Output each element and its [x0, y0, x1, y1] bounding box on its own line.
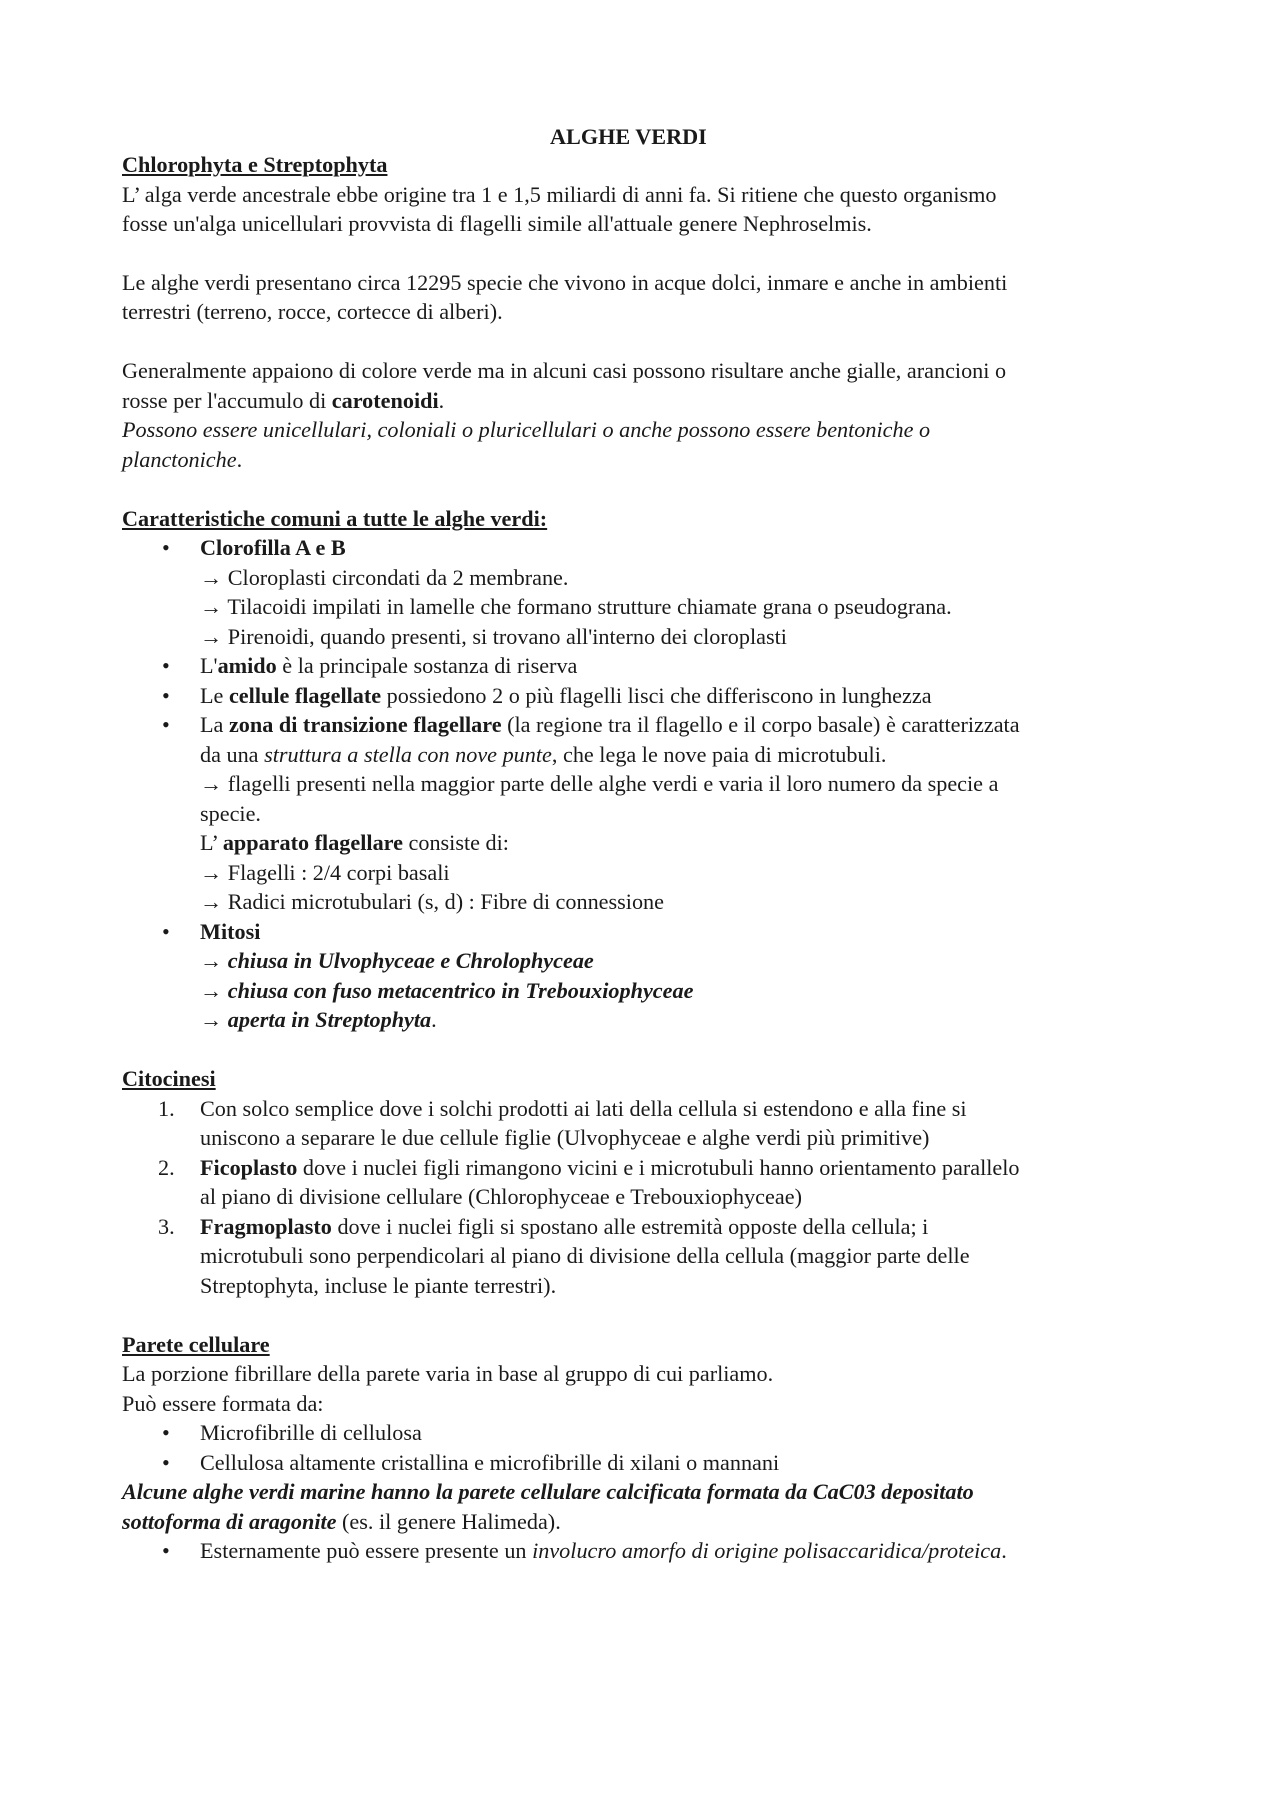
- bullet-marker: •: [162, 919, 170, 944]
- parete-bold-italic-line-2: [122, 1507, 561, 1537]
- sub-item-pirenoidi: → Pirenoidi, quando presenti, si trovano all'interno dei cloroplasti: [200, 624, 787, 649]
- bullet-zona-transizione: [200, 710, 1020, 740]
- page-title: ALGHE VERDI: [550, 124, 707, 149]
- section-heading-chlorophyta: Chlorophyta e Streptophyta: [122, 152, 388, 177]
- parete-line-2: Può essere formata da:: [122, 1391, 324, 1416]
- bullet-marker: •: [162, 1538, 170, 1563]
- text-run: La: [200, 712, 229, 737]
- citocinesi-item-3-line-3: Streptophyta, incluse le piante terrestri).: [200, 1273, 557, 1298]
- sub-item-mitosi-ulvophyceae: [200, 946, 594, 976]
- text-run: è la principale sostanza di riserva: [276, 653, 578, 678]
- citocinesi-item-1-line-2: uniscono a separare le due cellule figlie (Ulvophyceae e alghe verdi più primitive): [200, 1125, 930, 1150]
- intro-paragraph-4-line-2: planctoniche.: [122, 447, 243, 472]
- text-run: L’: [200, 830, 223, 855]
- text-run: (la regione tra il flagello e il corpo basale) è caratterizzata: [501, 712, 1020, 737]
- sub-item-flagelli-presenti-line-2: specie.: [200, 801, 261, 826]
- citocinesi-item-1-line-1: Con solco semplice dove i solchi prodotti ai lati della cellula si estendono e alla fine si: [200, 1096, 967, 1121]
- intro-paragraph-1-line-2: fosse un'alga unicellulari provvista di flagelli simile all'attuale genere Nephroselmis.: [122, 211, 872, 236]
- italic-term: involucro amorfo di origine polisaccaridica/proteica: [532, 1538, 1002, 1563]
- bold-italic-term: chiusa con fuso metacentrico in Trebouxiophyceae: [227, 978, 694, 1003]
- text-run: Esternamente può essere presente un: [200, 1538, 533, 1563]
- parete-bold-italic-line-1: Alcune alghe verdi marine hanno la parete cellulare calcificata formata da CaC03 depositato: [122, 1479, 974, 1504]
- bold-term: amido: [217, 653, 277, 678]
- text-run: da una: [200, 742, 265, 767]
- arrow-glyph: →: [200, 978, 228, 1003]
- bullet-cellulosa: Cellulosa altamente cristallina e microfibrille di xilani o mannani: [200, 1450, 780, 1475]
- bold-italic-term: sottoforma di aragonite: [122, 1509, 337, 1534]
- list-number: 1.: [158, 1096, 175, 1121]
- section-heading-caratteristiche: Caratteristiche comuni a tutte le alghe verdi:: [122, 506, 548, 531]
- bold-term: Fragmoplasto: [200, 1214, 332, 1239]
- bullet-marker: •: [162, 1450, 170, 1475]
- intro-paragraph-2-line-1: Le alghe verdi presentano circa 12295 specie che vivono in acque dolci, inmare e anche in ambienti: [122, 270, 1008, 295]
- list-number: 3.: [158, 1214, 175, 1239]
- bold-italic-term: aperta in Streptophyta: [227, 1007, 432, 1032]
- sub-item-tilacoidi: → Tilacoidi impilati in lamelle che formano strutture chiamate grana o pseudograna.: [200, 594, 952, 619]
- text-run: Le: [200, 683, 229, 708]
- arrow-glyph: →: [200, 948, 228, 973]
- bold-term: apparato flagellare: [222, 830, 403, 855]
- bullet-amido: [200, 651, 577, 681]
- bullet-marker: •: [162, 1420, 170, 1445]
- bold-italic-term: chiusa in Ulvophyceae e Chrolophyceae: [227, 948, 594, 973]
- bullet-mitosi: Mitosi: [200, 919, 261, 944]
- sub-item-mitosi-trebouxiophyceae: [200, 976, 693, 1006]
- citocinesi-item-3-line-1: [200, 1212, 928, 1242]
- text-run: dove i nuclei figli rimangono vicini e i microtubuli hanno orientamento parallelo: [297, 1155, 1020, 1180]
- citocinesi-item-3-line-2: microtubuli sono perpendicolari al piano di divisione della cellula (maggior parte delle: [200, 1243, 970, 1268]
- intro-paragraph-1-line-1: L’ alga verde ancestrale ebbe origine tra 1 e 1,5 miliardi di anni fa. Si ritiene che questo organismo: [122, 182, 997, 207]
- bullet-marker: •: [162, 683, 170, 708]
- bullet-cellule-flagellate: [200, 681, 932, 711]
- italic-term: struttura a stella con nove punte: [264, 742, 552, 767]
- bullet-involucro: [200, 1536, 1007, 1566]
- citocinesi-item-2-line-2: al piano di divisione cellulare (Chlorophyceae e Trebouxiophyceae): [200, 1184, 802, 1209]
- apparato-flagellare-line: [200, 828, 509, 858]
- sub-item-cloroplasti: → Cloroplasti circondati da 2 membrane.: [200, 565, 569, 590]
- bullet-microfibrille: Microfibrille di cellulosa: [200, 1420, 422, 1445]
- citocinesi-item-2-line-1: [200, 1153, 1020, 1183]
- text-run: rosse per l'accumulo di: [122, 388, 332, 413]
- text-run: possiedono 2 o più flagelli lisci che differiscono in lunghezza: [381, 683, 932, 708]
- text-run: L': [200, 653, 218, 678]
- italic-term: planctoniche: [122, 447, 237, 472]
- intro-paragraph-3-line-1: Generalmente appaiono di colore verde ma in alcuni casi possono risultare anche gialle, arancioni o: [122, 358, 1007, 383]
- bold-term: zona di transizione flagellare: [228, 712, 502, 737]
- sub-item-flagelli-presenti: → flagelli presenti nella maggior parte delle alghe verdi e varia il loro numero da specie a: [200, 771, 999, 796]
- bold-term: cellule flagellate: [228, 683, 382, 708]
- arrow-glyph: →: [200, 1007, 228, 1032]
- sub-item-radici-microtubulari: → Radici microtubulari (s, d) : Fibre di connessione: [200, 889, 664, 914]
- intro-paragraph-2-line-2: terrestri (terreno, rocce, cortecce di alberi).: [122, 299, 503, 324]
- bullet-clorofilla: Clorofilla A e B: [200, 535, 346, 560]
- section-heading-citocinesi: Citocinesi: [122, 1066, 216, 1091]
- text-run: , che lega le nove paia di microtubuli.: [551, 742, 887, 767]
- section-heading-parete: Parete cellulare: [122, 1332, 270, 1357]
- bold-term: Ficoplasto: [200, 1155, 298, 1180]
- text-run: (es. il genere Halimeda).: [336, 1509, 561, 1534]
- list-number: 2.: [158, 1155, 175, 1180]
- sub-item-flagelli-corpi-basali: → Flagelli : 2/4 corpi basali: [200, 860, 450, 885]
- text-run: .: [431, 1007, 437, 1032]
- text-run: consiste di:: [402, 830, 509, 855]
- bullet-marker: •: [162, 712, 170, 737]
- intro-paragraph-3-line-2: [122, 386, 444, 416]
- bold-term: carotenoidi: [331, 388, 439, 413]
- parete-line-1: La porzione fibrillare della parete varia in base al gruppo di cui parliamo.: [122, 1361, 774, 1386]
- sub-item-mitosi-streptophyta: [200, 1005, 437, 1035]
- bullet-zona-transizione-line-2: [200, 740, 886, 770]
- bullet-marker: •: [162, 653, 170, 678]
- intro-paragraph-4-line-1: Possono essere unicellulari, coloniali o pluricellulari o anche possono essere bentoniche o: [122, 417, 931, 442]
- text-run: .: [1001, 1538, 1007, 1563]
- text-run: .: [438, 388, 445, 413]
- text-run: dove i nuclei figli si spostano alle estremità opposte della cellula; i: [331, 1214, 929, 1239]
- bullet-marker: •: [162, 535, 170, 560]
